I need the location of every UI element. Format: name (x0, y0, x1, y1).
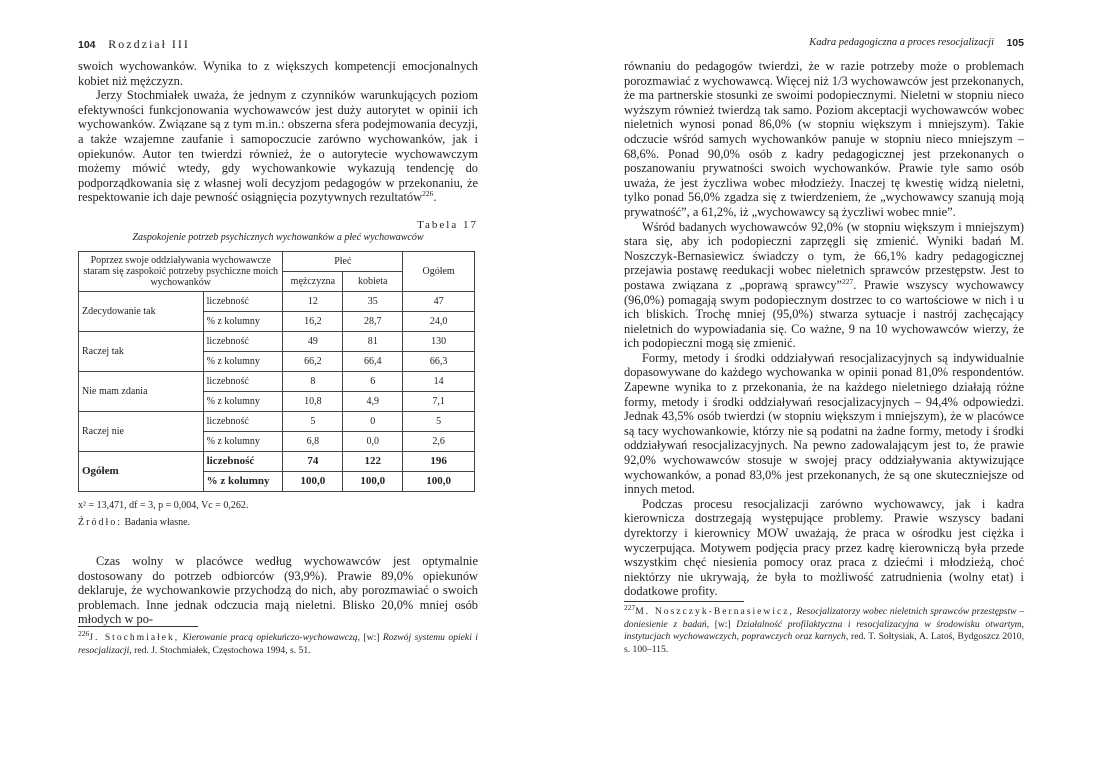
paragraph: Formy, metody i środki oddziaływań resocjalizacyjnych są indywidualnie dopasowywane do każdego wychowanka w opinii ponad 81,0% respondentów. Zapewne wynika to z przekonania, że na każdego nieletniego działają różne formy, metody i środki oddziaływań resocjalizacyjnych – 94,4% odpowiedzi. Jednak 43,5% osób twierdzi (w stopniu większym i mniejszym), że w placówce są tacy wychowankowie, którzy nie są podatni na żadne formy, metody i środki oddziaływań resocjalizacyjnych. Na pewno zadowalającym jest to, że prawie 92,0% wychowawców stosuje w swojej pracy oddziaływania aktywizujące wychowanków, a ponad 83,0% jest przekonanych, że są one skuteczniejsze od innych metod. (624, 350, 1024, 497)
table-label: Tabela 17 (417, 218, 478, 231)
table-row (79, 331, 475, 351)
paragraph: Czas wolny w placówce według wychowawców jest optymalnie dostosowany do potrzeb odbiorców (93,9%). Prawie 89,0% opiekunów deklaruje, że wychowankowie przychodzą do nich, aby porozmawiać o swoich problemach. Inne jednak odczucia mają nieletni. Blisko 20,0% mniej osób młodych w po- (78, 553, 478, 627)
left-body-text (78, 59, 478, 205)
table-row (79, 291, 475, 311)
table-cell: 5 (283, 411, 343, 431)
paragraph: równaniu do pedagogów twierdzi, że w razie potrzeby może o problemach porozmawiać z wychowawcą. Więcej niż 1/3 wychowawców jest przekonanych, że ma partnerskie stosunki ze swoimi podopiecznymi. Nieletni w stopniu nieco wyższym również twierdzą tak samo. Poziom akceptacji wychowawców wobec nieletnich wynosi ponad 86,0% (w stopniu większym i mniejszym). Takie odczucie wśród samych wychowanków panuje w stopniu nieco mniejszym – 68,6%. Ponad 90,0% osób z kadry pedagogicznej jest przekonanych o poszanowaniu prywatności swoich wychowanków. Prawie tyle samo osób uważa, że jest życzliwa wobec młodzieży. Inaczej tę kwestię widzą nieletni, tylko ponad 56,0% zgadza się z twierdzeniem, że „wychowawcy szanują moją prywatność”, a 61,2%, iż „wychowawcy są życzliwi wobec mnie”. (624, 59, 1024, 219)
left-page-header (78, 37, 478, 51)
table-cell: 28,7 (343, 311, 403, 331)
table-header-row (79, 251, 475, 271)
count-label: liczebność (203, 371, 283, 391)
table-cell: 196 (403, 451, 475, 471)
table-cell: 130 (403, 331, 475, 351)
table-cell: 66,4 (343, 351, 403, 371)
percent-label: % z kolumny (203, 351, 283, 371)
stats-line: x² = 13,471, df = 3, p = 0,004, Vc = 0,262. (78, 499, 249, 511)
table-cell: 0,0 (343, 431, 403, 451)
table-header-sex: Płeć (283, 251, 403, 271)
table-cell: 5 (403, 411, 475, 431)
table-cell: 8 (283, 371, 343, 391)
footnote: $^{226}$J. Stochmiałek, Kierowanie pracą opiekuńczo-wychowawczą, [w:] Rozwój systemu opieki i resocjalizacji, red. J. Stochmiałek, Częstochowa 1994, s. 51. (78, 628, 478, 656)
paragraph: swoich wychowanków. Wynika to z większych kompetencji emocjonalnych kobiet niż mężczyzn. (78, 59, 478, 88)
percent-label: % z kolumny (203, 471, 283, 491)
table-cell: 12 (283, 291, 343, 311)
table-header-total: Ogółem (403, 251, 475, 291)
table-cell: 47 (403, 291, 475, 311)
table-cell: 4,9 (343, 391, 403, 411)
left-page (78, 0, 478, 656)
right-body-text (624, 59, 1024, 599)
percent-label: % z kolumny (203, 391, 283, 411)
percent-label: % z kolumny (203, 431, 283, 451)
row-label: Zdecydowanie tak (79, 291, 204, 331)
table-cell: 66,2 (283, 351, 343, 371)
table-cell: 35 (343, 291, 403, 311)
table-cell: 66,3 (403, 351, 475, 371)
footnote-reference: 226 (422, 189, 434, 199)
table-cell: 24,0 (403, 311, 475, 331)
page-number: 104 (78, 39, 96, 51)
count-label: liczebność (203, 291, 283, 311)
count-label: liczebność (203, 331, 283, 351)
table-cell: 100,0 (403, 471, 475, 491)
table-cell: 0 (343, 411, 403, 431)
data-table (78, 251, 475, 492)
table-row (79, 451, 475, 471)
left-body-text-2 (78, 554, 478, 627)
paragraph: Jerzy Stochmiałek uważa, że jednym z czynników warunkujących poziom efektywności funkcjonowania wychowawców jest duży autorytet w opinii ich wychowanków. Związane są z tym m.in.: obszerna sfera podejmowania decyzji, a także wzajemne zaufanie i samopoczucie zarówno wychowanków, jak i opiekunów. Autor ten twierdzi również, że o autorytecie wychowawczym możemy mówić wtedy, gdy wychowankowie wykazują tendencję do podporządkowania się z własnej woli decyzjom pedagogów w przekonaniu, że respektowanie ich daje pewność osiągnięcia pozytywnych rezultatów$^{226}$. (78, 88, 478, 205)
table-header-female: kobieta (343, 271, 403, 291)
right-page (624, 0, 1025, 655)
table-cell: 100,0 (283, 471, 343, 491)
table-row (79, 411, 475, 431)
row-label: Nie mam zdania (79, 371, 204, 411)
table-cell: 16,2 (283, 311, 343, 331)
table-cell: 6,8 (283, 431, 343, 451)
row-label: Raczej nie (79, 411, 204, 451)
running-head: Kadra pedagogiczna a proces resocjalizacji (809, 37, 994, 48)
chapter-title: Rozdział III (108, 37, 190, 51)
paragraph: Wśród badanych wychowawców 92,0% (w stopniu większym i mniejszym) stara się, aby ich podopieczni zaprzęgli się zmienić. Wyniki badań M. Noszczyk-Bernasiewicz świadczy o tym, że 66,1% kadry pedagogicznej przejawia postawę reedukacji wobec nieletnich sprawców przestępstw. Jest to postawa związana z „poprawą sprawcy”$^{227}$. Prawie wszyscy wychowawcy (96,0%) pomagają swym podopiecznym dostrzec to co wartościowe w nich i u ich bliskich. Trochę mniej (95,0%) stwarza sytuacje i nastrój zachęcający nieletnich do wypowiadania się. Co ważne, 9 na 10 wychowawców wierzy, że ich podopieczni mogą się zmienić. (624, 219, 1025, 351)
table-source: Źródło: Badania własne. (78, 516, 191, 528)
paragraph: Podczas procesu resocjalizacji zarówno wychowawcy, jak i kadra kierownicza dostrzegają występujące problemy. Prawie wszyscy badani dyrektorzy i kierownicy MOW uważają, że praca w ośrodku jest ciężka i wyczerpująca. Motywem podjęcia pracy przez kadrę kierowniczą była przede wszystkim chęć niesienia pomocy oraz praca z dziećmi i młodzieżą, choć niektórzy nie ukrywają, że była to możliwość zatrudnienia (wolny etat) i dodatkowe profity. (624, 496, 1024, 599)
table-header-male: mężczyzna (283, 271, 343, 291)
table-cell: 14 (403, 371, 475, 391)
table-cell: 6 (343, 371, 403, 391)
footnote-separator (624, 601, 744, 602)
footnote-reference: 227 (842, 276, 854, 286)
table-cell: 100,0 (343, 471, 403, 491)
table-title: Zaspokojenie potrzeb psychicznych wychowanków a płeć wychowawców (132, 231, 424, 243)
table-body (79, 291, 475, 491)
table-cell: 2,6 (403, 431, 475, 451)
right-page-header (624, 37, 1024, 51)
table-cell: 122 (343, 451, 403, 471)
table-cell: 10,8 (283, 391, 343, 411)
table-cell: 49 (283, 331, 343, 351)
row-label: Ogółem (79, 451, 204, 491)
count-label: liczebność (203, 411, 283, 431)
table-cell: 7,1 (403, 391, 475, 411)
table-cell: 81 (343, 331, 403, 351)
page-number: 105 (1006, 37, 1024, 49)
count-label: liczebność (203, 451, 283, 471)
table-cell: 74 (283, 451, 343, 471)
percent-label: % z kolumny (203, 311, 283, 331)
table-row (79, 371, 475, 391)
table-header-question: Poprzez swoje oddziaływania wychowawcze staram się zaspokoić potrzeby psychiczne moich wychowanków (79, 251, 283, 291)
footnote-separator (78, 626, 198, 627)
footnote: $^{227}$M. Noszczyk-Bernasiewicz, Resocjalizatorzy wobec nieletnich sprawców przestępstw – doniesienie z badań, [w:] Działalność profilaktyczna i resocjalizacyjna w środowisku otwartym, instytucjach wychowawczych, poprawczych oraz karnych, red. T. Sołtysiak, A. Latoś, Bydgoszcz 2010, s. 100–115. (624, 602, 1024, 655)
row-label: Raczej tak (79, 331, 204, 371)
